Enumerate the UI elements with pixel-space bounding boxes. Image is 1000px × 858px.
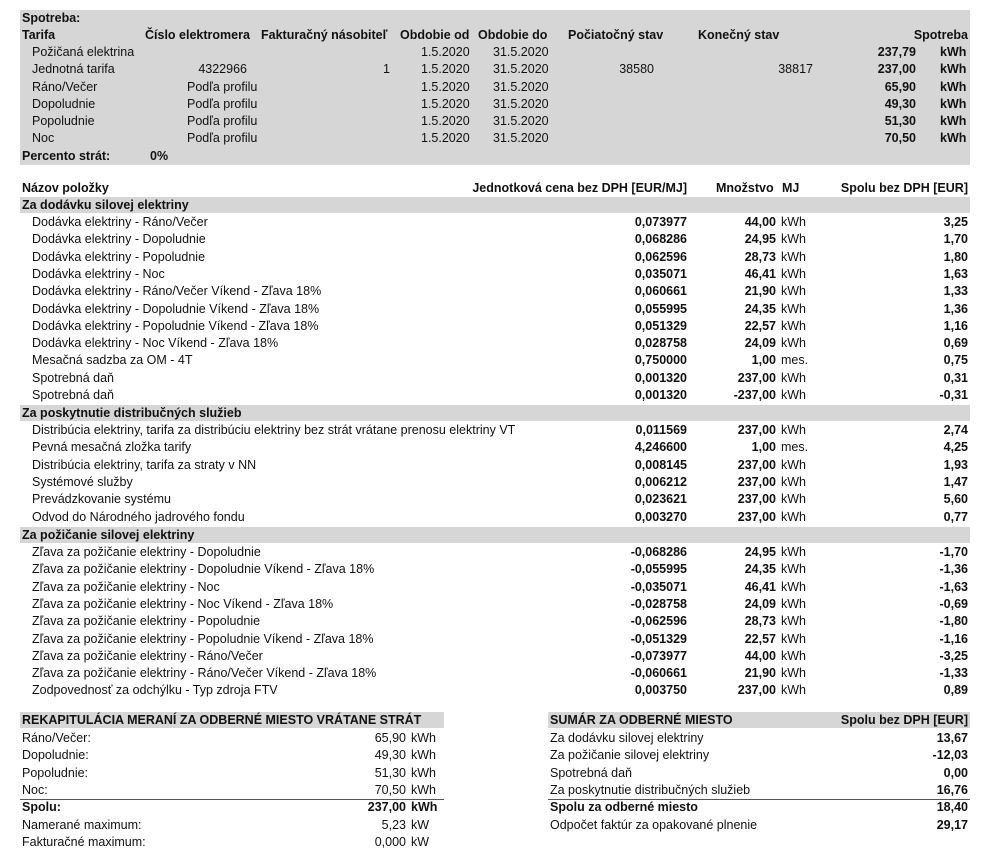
- item-quantity: 21,90: [744, 284, 776, 298]
- item-quantity: 46,41: [744, 267, 776, 281]
- header-meter: Číslo elektromera: [145, 28, 250, 42]
- item-total: -1,70: [939, 545, 968, 559]
- item-name: Distribúcia elektriny, tarifa za distribúciu elektriny bez strát vrátane prenosu elektriny VT: [32, 423, 516, 437]
- consumption-title: Spotreba:: [22, 11, 81, 25]
- summary-value: 29,17: [936, 818, 968, 832]
- item-total: 1,36: [943, 302, 968, 316]
- item-total: 4,25: [943, 440, 968, 454]
- summary-total-header: Spolu bez DPH [EUR]: [840, 713, 968, 727]
- losses-value: 0%: [150, 149, 169, 163]
- summary-divider: [548, 799, 970, 800]
- consumption-value: 237,79: [877, 45, 916, 59]
- header-consumption: Spotreba: [913, 28, 968, 42]
- item-unit: kWh: [781, 666, 806, 680]
- summary-value: 18,40: [936, 800, 968, 814]
- item-unit: kWh: [781, 545, 806, 559]
- item-quantity: 237,00: [737, 683, 776, 697]
- consumption-meter: 4322966: [198, 62, 247, 76]
- item-total: -1,33: [939, 666, 968, 680]
- item-total: 0,77: [943, 510, 968, 524]
- item-name: Zľava za požičanie elektriny - Popoludnie Víkend - Zľava 18%: [32, 632, 374, 646]
- item-unit-price: 0,068286: [634, 232, 687, 246]
- item-total: -3,25: [939, 649, 968, 663]
- header-period-to: Obdobie do: [478, 28, 548, 42]
- consumption-end: 38817: [778, 62, 813, 76]
- item-quantity: 28,73: [744, 614, 776, 628]
- consumption-multiplier: 1: [383, 62, 390, 76]
- summary-label: Za poskytnutie distribučných služieb: [550, 783, 751, 797]
- consumption-tariff: Ráno/Večer: [32, 80, 98, 94]
- item-quantity: 28,73: [744, 250, 776, 264]
- item-total: 0,69: [943, 336, 968, 350]
- item-unit: kWh: [781, 319, 806, 333]
- recap-label: Dopoludnie:: [22, 748, 89, 762]
- item-name: Zľava za požičanie elektriny - Popoludnie: [32, 614, 261, 628]
- consumption-unit: kWh: [940, 45, 967, 59]
- item-quantity: 237,00: [737, 371, 776, 385]
- item-name: Dodávka elektriny - Ráno/Večer: [32, 215, 208, 229]
- header-period-from: Obdobie od: [400, 28, 470, 42]
- consumption-value: 70,50: [884, 131, 916, 145]
- consumption-to: 31.5.2020: [493, 131, 549, 145]
- item-total: 2,74: [943, 423, 968, 437]
- item-name: Zľava za požičanie elektriny - Noc Víkend - Zľava 18%: [32, 597, 334, 611]
- item-name: Systémové služby: [32, 475, 133, 489]
- item-unit-price: 0,003750: [634, 683, 687, 697]
- item-name: Zľava za požičanie elektriny - Dopoludnie Víkend - Zľava 18%: [32, 562, 375, 576]
- header-start-state: Počiatočný stav: [568, 28, 664, 42]
- item-total: 1,47: [943, 475, 968, 489]
- item-unit-price: 0,008145: [634, 458, 687, 472]
- consumption-to: 31.5.2020: [493, 45, 549, 59]
- item-unit-price: 0,073977: [634, 215, 687, 229]
- section-title: Za požičanie silovej elektriny: [22, 528, 195, 542]
- item-unit-price: -0,051329: [630, 632, 687, 646]
- consumption-unit: kWh: [940, 62, 967, 76]
- item-name: Dodávka elektriny - Popoludnie Víkend - Zľava 18%: [32, 319, 319, 333]
- item-unit: mes.: [781, 353, 809, 367]
- item-unit-price: 0,051329: [634, 319, 687, 333]
- consumption-to: 31.5.2020: [493, 62, 549, 76]
- item-total: -1,36: [939, 562, 968, 576]
- consumption-to: 31.5.2020: [493, 97, 549, 111]
- recap-title: REKAPITULÁCIA MERANÍ ZA ODBERNÉ MIESTO VRÁTANE STRÁT: [22, 713, 422, 727]
- item-name: Pevná mesačná zložka tarify: [32, 440, 192, 454]
- summary-value: 16,76: [936, 783, 968, 797]
- item-quantity: 24,09: [744, 336, 776, 350]
- consumption-unit: kWh: [940, 131, 967, 145]
- consumption-meter: Podľa profilu: [187, 97, 258, 111]
- item-unit: kWh: [781, 267, 806, 281]
- recap-label: Ráno/Večer:: [22, 731, 91, 745]
- recap-value: 237,00: [367, 800, 406, 814]
- recap-unit: kWh: [411, 748, 436, 762]
- item-unit-price: -0,062596: [630, 614, 687, 628]
- item-unit: kWh: [781, 423, 806, 437]
- recap-unit: kWh: [411, 766, 436, 780]
- item-unit-price: 0,003270: [634, 510, 687, 524]
- consumption-tariff: Noc: [32, 131, 55, 145]
- item-unit: mes.: [781, 440, 809, 454]
- consumption-tariff: Jednotná tarifa: [32, 62, 115, 76]
- recap-label: Spolu:: [22, 800, 61, 814]
- item-unit: kWh: [781, 614, 806, 628]
- items-header-name: Názov položky: [22, 181, 109, 195]
- items-header-qty: Množstvo: [716, 181, 774, 195]
- item-quantity: 46,41: [744, 580, 776, 594]
- items-header-mj: MJ: [782, 181, 800, 195]
- item-name: Dodávka elektriny - Dopoludnie: [32, 232, 206, 246]
- recap-label: Popoludnie:: [22, 766, 89, 780]
- item-total: 0,89: [943, 683, 968, 697]
- item-unit: kWh: [781, 284, 806, 298]
- consumption-to: 31.5.2020: [493, 114, 549, 128]
- recap-value: 70,50: [374, 783, 406, 797]
- recap-unit: kW: [411, 818, 430, 832]
- item-unit: kWh: [781, 371, 806, 385]
- item-quantity: 21,90: [744, 666, 776, 680]
- consumption-meter: Podľa profilu: [187, 131, 258, 145]
- consumption-tariff: Popoludnie: [32, 114, 95, 128]
- item-name: Zľava za požičanie elektriny - Ráno/Večer Víkend - Zľava 18%: [32, 666, 377, 680]
- consumption-from: 1.5.2020: [421, 131, 470, 145]
- consumption-unit: kWh: [940, 114, 967, 128]
- item-name: Dodávka elektriny - Noc Víkend - Zľava 18%: [32, 336, 279, 350]
- item-name: Zodpovednosť za odchýlku - Typ zdroja FTV: [32, 683, 278, 697]
- item-unit: kWh: [781, 475, 806, 489]
- item-total: 1,70: [943, 232, 968, 246]
- item-name: Spotrebná daň: [32, 371, 115, 385]
- item-quantity: 24,95: [744, 545, 776, 559]
- summary-label: Spotrebná daň: [550, 766, 633, 780]
- consumption-from: 1.5.2020: [421, 97, 470, 111]
- summary-title: SUMÁR ZA ODBERNÉ MIESTO: [550, 713, 733, 727]
- consumption-from: 1.5.2020: [421, 114, 470, 128]
- item-quantity: -237,00: [733, 388, 776, 402]
- recap-unit: kWh: [411, 731, 436, 745]
- summary-label: Odpočet faktúr za opakované plnenie: [550, 818, 758, 832]
- recap-label: Fakturačné maximum:: [22, 835, 146, 849]
- item-unit: kWh: [781, 250, 806, 264]
- item-unit-price: 0,035071: [634, 267, 687, 281]
- consumption-tariff: Požičaná elektrina: [32, 45, 135, 59]
- item-unit-price: 0,001320: [634, 371, 687, 385]
- item-unit-price: 0,062596: [634, 250, 687, 264]
- item-total: -1,80: [939, 614, 968, 628]
- item-quantity: 237,00: [737, 475, 776, 489]
- item-unit: kWh: [781, 458, 806, 472]
- summary-value: 0,00: [943, 766, 968, 780]
- consumption-value: 49,30: [884, 97, 916, 111]
- item-unit-price: -0,028758: [630, 597, 687, 611]
- item-quantity: 1,00: [751, 440, 776, 454]
- item-unit-price: 0,060661: [634, 284, 687, 298]
- item-total: 1,16: [943, 319, 968, 333]
- item-total: 1,63: [943, 267, 968, 281]
- recap-unit: kWh: [411, 783, 436, 797]
- item-quantity: 22,57: [744, 319, 776, 333]
- recap-label: Namerané maximum:: [22, 818, 142, 832]
- item-unit: kWh: [781, 562, 806, 576]
- recap-unit: kWh: [411, 800, 438, 814]
- item-unit-price: 0,023621: [634, 492, 687, 506]
- item-unit: kWh: [781, 492, 806, 506]
- item-unit: kWh: [781, 388, 806, 402]
- summary-label: Za dodávku silovej elektriny: [550, 731, 704, 745]
- section-title: Za poskytnutie distribučných služieb: [22, 406, 242, 420]
- item-name: Prevádzkovanie systému: [32, 492, 171, 506]
- item-quantity: 237,00: [737, 423, 776, 437]
- item-unit-price: -0,068286: [630, 545, 687, 559]
- summary-value: 13,67: [936, 731, 968, 745]
- header-multiplier: Fakturačný násobiteľ: [261, 28, 388, 42]
- item-name: Zľava za požičanie elektriny - Ráno/Večer: [32, 649, 263, 663]
- summary-value: -12,03: [932, 748, 968, 762]
- item-total: 3,25: [943, 215, 968, 229]
- recap-value: 5,23: [381, 818, 406, 832]
- section-title: Za dodávku silovej elektriny: [22, 198, 189, 212]
- item-total: -0,31: [939, 388, 968, 402]
- item-unit-price: 0,055995: [634, 302, 687, 316]
- recap-divider: [20, 799, 444, 800]
- item-quantity: 237,00: [737, 492, 776, 506]
- item-unit: kWh: [781, 510, 806, 524]
- items-header-total: Spolu bez DPH [EUR]: [840, 181, 968, 195]
- item-quantity: 24,95: [744, 232, 776, 246]
- item-name: Dodávka elektriny - Noc: [32, 267, 165, 281]
- item-quantity: 44,00: [744, 649, 776, 663]
- item-unit: kWh: [781, 336, 806, 350]
- item-unit-price: -0,060661: [630, 666, 687, 680]
- item-unit: kWh: [781, 632, 806, 646]
- item-total: -1,63: [939, 580, 968, 594]
- item-total: 1,93: [943, 458, 968, 472]
- item-name: Dodávka elektriny - Ráno/Večer Víkend - Zľava 18%: [32, 284, 322, 298]
- item-unit: kWh: [781, 580, 806, 594]
- item-unit-price: 0,001320: [634, 388, 687, 402]
- consumption-unit: kWh: [940, 97, 967, 111]
- item-name: Mesačná sadzba za OM - 4T: [32, 353, 193, 367]
- item-unit-price: 0,750000: [634, 353, 687, 367]
- item-name: Dodávka elektriny - Popoludnie: [32, 250, 206, 264]
- item-quantity: 24,09: [744, 597, 776, 611]
- item-unit-price: -0,055995: [630, 562, 687, 576]
- item-quantity: 22,57: [744, 632, 776, 646]
- item-unit: kWh: [781, 302, 806, 316]
- item-unit: kWh: [781, 215, 806, 229]
- item-quantity: 24,35: [744, 302, 776, 316]
- consumption-unit: kWh: [940, 80, 967, 94]
- recap-value: 0,000: [374, 835, 406, 849]
- item-unit-price: 4,246600: [634, 440, 687, 454]
- item-unit: kWh: [781, 649, 806, 663]
- header-end-state: Konečný stav: [698, 28, 780, 42]
- summary-label: Spolu za odberné miesto: [550, 800, 698, 814]
- consumption-tariff: Dopoludnie: [32, 97, 96, 111]
- losses-label: Percento strát:: [22, 149, 111, 163]
- summary-label: Za požičanie silovej elektriny: [550, 748, 710, 762]
- item-name: Zľava za požičanie elektriny - Dopoludnie: [32, 545, 261, 559]
- item-total: 0,31: [943, 371, 968, 385]
- items-header-unit-price: Jednotková cena bez DPH [EUR/MJ]: [472, 181, 687, 195]
- item-unit: kWh: [781, 597, 806, 611]
- item-total: 1,33: [943, 284, 968, 298]
- consumption-value: 51,30: [884, 114, 916, 128]
- consumption-from: 1.5.2020: [421, 62, 470, 76]
- consumption-from: 1.5.2020: [421, 45, 470, 59]
- item-quantity: 1,00: [751, 353, 776, 367]
- item-unit-price: -0,035071: [630, 580, 687, 594]
- item-total: 5,60: [943, 492, 968, 506]
- item-total: -1,16: [939, 632, 968, 646]
- consumption-from: 1.5.2020: [421, 80, 470, 94]
- item-unit: kWh: [781, 683, 806, 697]
- item-unit-price: -0,073977: [630, 649, 687, 663]
- item-quantity: 237,00: [737, 510, 776, 524]
- item-total: -0,69: [939, 597, 968, 611]
- item-unit-price: 0,006212: [634, 475, 687, 489]
- item-quantity: 24,35: [744, 562, 776, 576]
- consumption-start: 38580: [619, 62, 654, 76]
- item-name: Zľava za požičanie elektriny - Noc: [32, 580, 220, 594]
- recap-label: Noc:: [22, 783, 48, 797]
- item-quantity: 44,00: [744, 215, 776, 229]
- item-quantity: 237,00: [737, 458, 776, 472]
- item-unit: kWh: [781, 232, 806, 246]
- recap-value: 49,30: [374, 748, 406, 762]
- consumption-meter: Podľa profilu: [187, 80, 258, 94]
- item-name: Distribúcia elektriny, tarifa za straty v NN: [32, 458, 257, 472]
- consumption-to: 31.5.2020: [493, 80, 549, 94]
- item-unit-price: 0,011569: [635, 423, 687, 437]
- consumption-value: 237,00: [877, 62, 916, 76]
- consumption-meter: Podľa profilu: [187, 114, 258, 128]
- item-total: 0,75: [943, 353, 968, 367]
- item-name: Spotrebná daň: [32, 388, 115, 402]
- item-total: 1,80: [943, 250, 968, 264]
- recap-unit: kW: [411, 835, 430, 849]
- recap-value: 65,90: [374, 731, 406, 745]
- recap-value: 51,30: [374, 766, 406, 780]
- consumption-value: 65,90: [884, 80, 916, 94]
- header-tariff: Tarifa: [22, 28, 56, 42]
- item-name: Odvod do Národného jadrového fondu: [32, 510, 245, 524]
- item-unit-price: 0,028758: [634, 336, 687, 350]
- item-name: Dodávka elektriny - Dopoludnie Víkend - Zľava 18%: [32, 302, 320, 316]
